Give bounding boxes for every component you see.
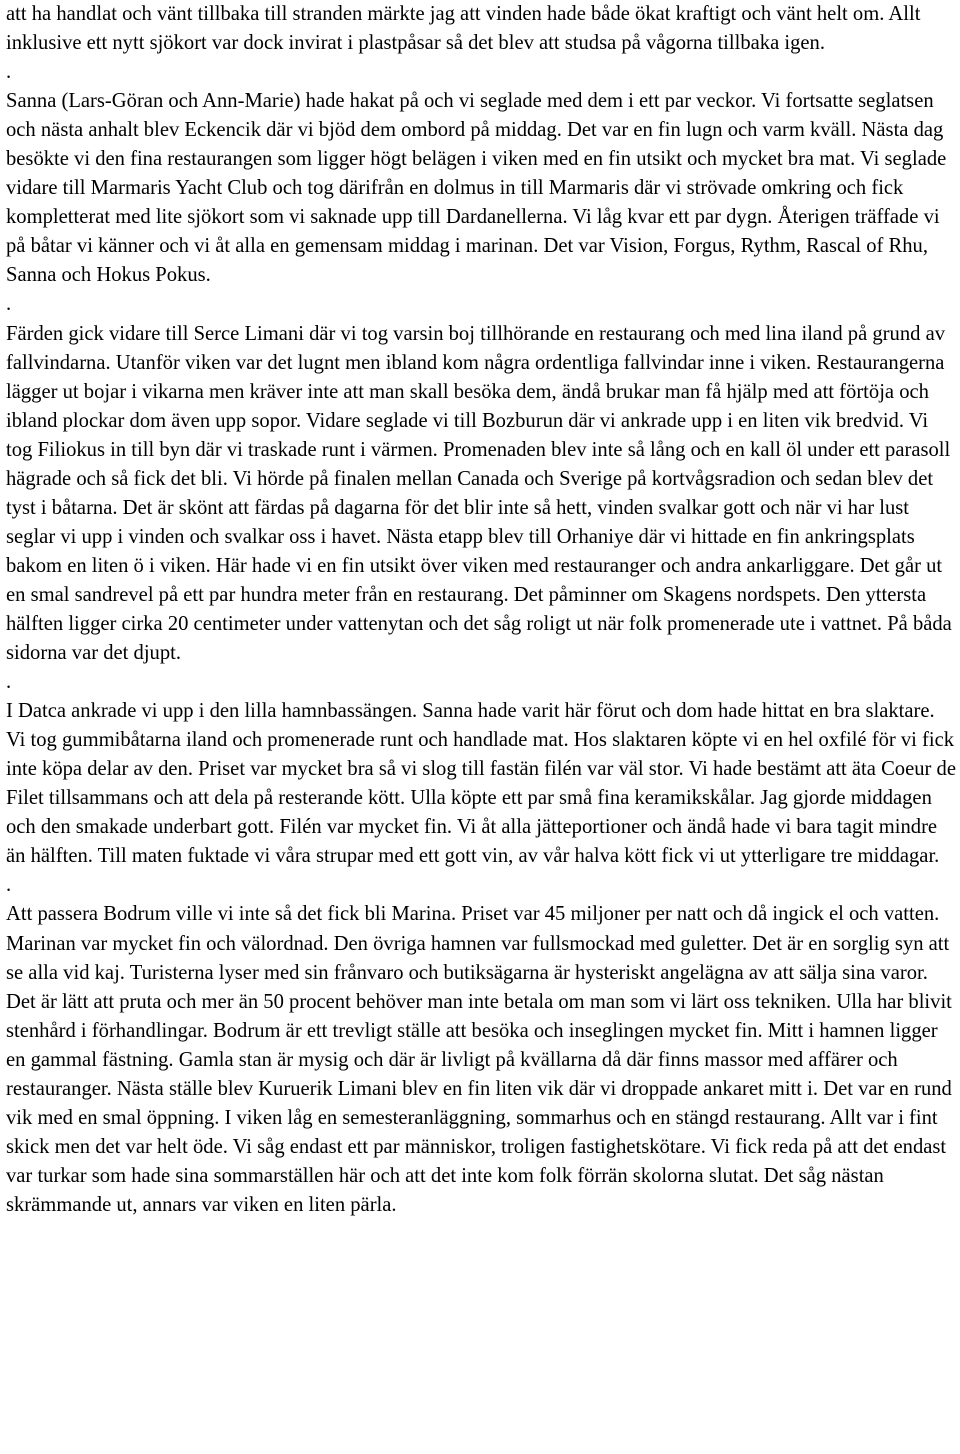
paragraph-1: att ha handlat och vänt tillbaka till stranden märkte jag att vinden hade både ökat kraftigt och vänt helt om. Allt inklusive ett nytt sjökort var dock invirat i plastpåsar så det blev att studsa på vågorna tillbaka igen.	[6, 3, 921, 55]
paragraph-separator: .	[6, 874, 12, 897]
paragraph-separator: .	[6, 61, 12, 84]
paragraph-4: I Datca ankrade vi upp i den lilla hamnbassängen. Sanna hade varit här förut och dom hade hittat en bra slaktare. Vi tog gummibåtarna iland och promenerade runt och handlade mat. Hos slaktaren köpte vi en hel oxfilé för vi fick inte köpa delar av den. Priset var mycket bra så vi slog till fastän filén var väl stor. Vi hade bestämt att äta Coeur de Filet tillsammans och att dela på resterande kött. Ulla köpte ett par små fina keramikskålar. Jag gjorde middagen och den smakade underbart gott. Filén var mycket fin. Vi åt alla jätteportioner och ändå hade vi bara tagit mindre än hälften. Till maten fuktade vi våra strupar med ett gott vin, av vår halva kött fick vi ut ytterligare tre middagar.	[6, 700, 956, 868]
document-body	[6, 0, 956, 1220]
paragraph-3: Färden gick vidare till Serce Limani där vi tog varsin boj tillhörande en restaurang och med lina iland på grund av fallvindarna. Utanför viken var det lugnt men ibland kom några ordentliga fallvindar inne i viken. Restaurangerna lägger ut bojar i vikarna men kräver inte att man skall besöka dem, ändå brukar man få hjälp med att förtöja och ibland plockar dom även upp sopor. Vidare seglade vi till Bozburun där vi ankrade upp i en liten vik bredvid. Vi tog Filiokus in till byn där vi traskade runt i värmen. Promenaden blev inte så lång och en kall öl under ett parasoll hägrade och så fick det bli. Vi hörde på finalen mellan Canada och Sverige på kortvågsradion och sedan blev det tyst i båtarna. Det är skönt att färdas på dagarna för det blir inte så hett, vinden svalkar gott och när vi har lust seglar vi upp i vinden och svalkar oss i havet. Nästa etapp blev till Orhaniye där vi hittade en fin ankringsplats bakom en liten ö i viken. Här hade vi en fin utsikt över viken med restauranger och andra ankarliggare. Det går ut en smal sandrevel på ett par hundra meter från en restaurang. Det påminner om Skagens nordspets. Den yttersta hälften ligger cirka 20 centimeter under vattenytan och det såg roligt ut när folk promenerade ute i vattnet. På båda sidorna var det djupt.	[6, 322, 952, 665]
paragraph-5: Att passera Bodrum ville vi inte så det fick bli Marina. Priset var 45 miljoner per natt och då ingick el och vatten. Marinan var mycket fin och välordnad. Den övriga hamnen var fullsmockad med guletter. Det är en sorglig syn att se alla vid kaj. Turisterna lyser med sin frånvaro och butiksägarna är hysteriskt angelägna av att sälja sina varor. Det är lätt att pruta och mer än 50 procent behöver man inte betala om man som vi lärt oss tekniken. Ulla har blivit stenhård i förhandlingar. Bodrum är ett trevligt ställe att besöka och inseglingen mycket fin. Mitt i hamnen ligger en gammal fästning. Gamla stan är mysig och där är livligt på kvällarna då där finns massor med affärer och restauranger. Nästa ställe blev Kuruerik Limani blev en fin liten vik där vi droppade ankaret mitt i. Det var en rund vik med en smal öppning. I viken låg en semesteranläggning, sommarhus och en stängd restaurang. Allt var i fint skick men det var helt öde. Vi såg endast ett par människor, troligen fastighetskötare. Vi fick reda på att det endast var turkar som hade sina sommarställen här och att det inte kom folk förrän skolorna slutat. Det såg nästan skrämmande ut, annars var viken en liten pärla.	[6, 903, 952, 1216]
paragraph-separator: .	[6, 293, 12, 316]
paragraph-separator: .	[6, 671, 12, 694]
paragraph-2: Sanna (Lars-Göran och Ann-Marie) hade hakat på och vi seglade med dem i ett par veckor. Vi fortsatte seglatsen och nästa anhalt blev Eckencik där vi bjöd dem ombord på middag. Det var en fin lugn och varm kväll. Nästa dag besökte vi den fina restaurangen som ligger högt belägen i viken med en fin utsikt och mycket bra mat. Vi seglade vidare till Marmaris Yacht Club och tog därifrån en dolmus in till Marmaris där vi strövade omkring och fick kompletterat med lite sjökort som vi saknade upp till Dardanellerna. Vi låg kvar ett par dygn. Återigen träffade vi på båtar vi känner och vi åt alla en gemensam middag i marinan. Det var Vision, Forgus, Rythm, Rascal of Rhu, Sanna och Hokus Pokus.	[6, 90, 947, 287]
